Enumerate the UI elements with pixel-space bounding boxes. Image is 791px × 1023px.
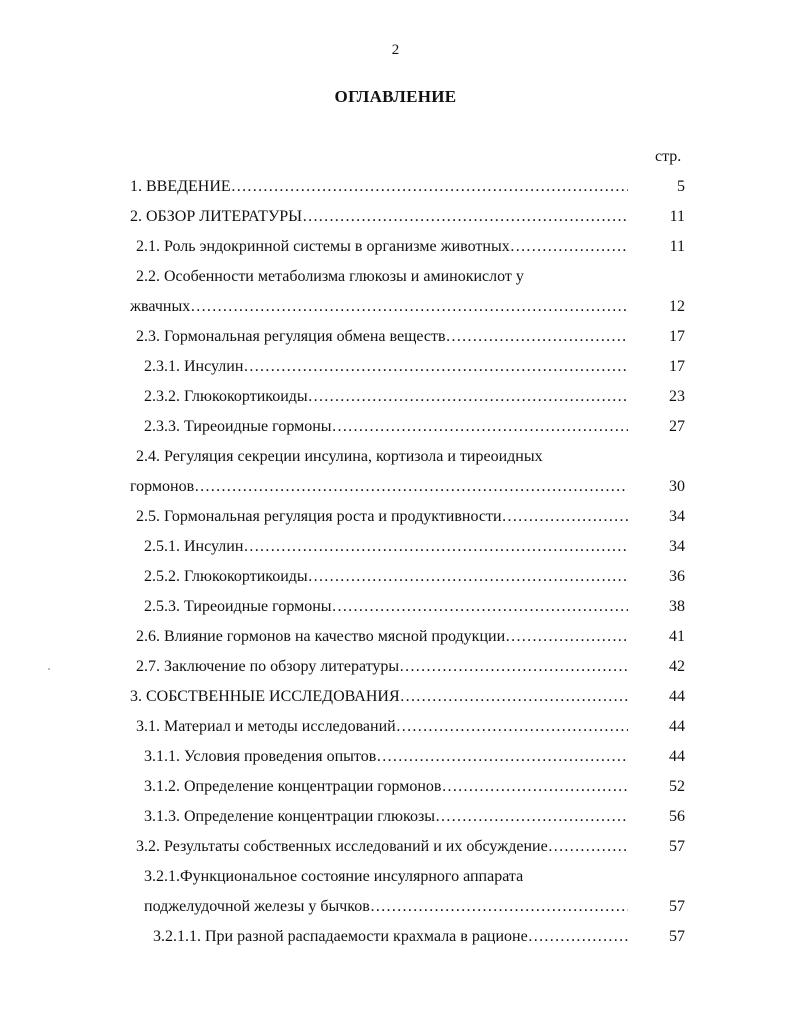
toc-entry-page: 36 <box>669 568 685 585</box>
toc-entry <box>0 532 791 562</box>
dot-leader <box>243 538 628 555</box>
toc-entry-page: 57 <box>669 898 685 915</box>
toc-entry-page: 41 <box>669 628 685 645</box>
dot-leader <box>548 838 628 855</box>
toc-entry-label: 2.5.3. Тиреоидные гормоны <box>144 598 332 615</box>
toc-entry <box>0 652 791 682</box>
dot-leader <box>400 688 628 705</box>
toc-entry-text <box>144 532 628 562</box>
toc-entry-text <box>144 352 628 382</box>
toc-entry-label: 3. СОБСТВЕННЫЕ ИССЛЕДОВАНИЯ <box>130 688 400 705</box>
toc-entry-text <box>144 892 628 922</box>
toc-entry-page: 11 <box>669 208 685 225</box>
dot-leader <box>370 898 628 915</box>
toc-entry-text <box>130 202 628 232</box>
toc-entry-label: 2.1. Роль эндокринной системы в организме животных <box>136 238 510 255</box>
toc-entry-label: 2.2. Особенности метаболизма глюкозы и аминокислот у <box>136 268 524 285</box>
toc-entry-text <box>136 322 628 352</box>
toc-entry-page: 5 <box>677 178 685 195</box>
toc-entry <box>0 772 791 802</box>
toc-entry <box>0 802 791 832</box>
toc-entry-label: 2.4. Регуляция секреции инсулина, кортизола и тиреоидных <box>136 448 543 465</box>
toc-entry-page: 57 <box>669 838 685 855</box>
dot-leader <box>332 418 628 435</box>
toc-entry-text <box>130 472 628 502</box>
toc-entry <box>0 742 791 772</box>
dot-leader <box>302 208 628 225</box>
toc-entry-text <box>130 292 628 322</box>
toc-entry-text <box>136 262 628 292</box>
dot-leader <box>435 808 628 825</box>
page-column-label: стр. <box>655 148 682 165</box>
toc-entry-text <box>144 772 628 802</box>
toc-entry-label: 1. ВВЕДЕНИЕ <box>130 178 231 195</box>
toc-entry-text <box>136 652 628 682</box>
toc-entry-text <box>144 382 628 412</box>
toc-entry-page: 44 <box>669 688 685 705</box>
toc-entry-page: 44 <box>669 748 685 765</box>
toc-entry-label: 2.3. Гормональная регуляция обмена веществ <box>136 328 446 345</box>
toc-entry <box>0 202 791 232</box>
toc-entry-page: 23 <box>669 388 685 405</box>
toc-entry <box>0 352 791 382</box>
dot-leader <box>396 718 628 735</box>
dot-leader <box>502 508 628 525</box>
toc-entry-text <box>136 502 628 532</box>
toc-entry-label: 2.6. Влияние гормонов на качество мясной продукции <box>136 628 506 645</box>
toc-entry-label: 2.3.1. Инсулин <box>144 358 244 375</box>
toc-entry-label: 2.5.1. Инсулин <box>144 538 244 555</box>
toc-entry-label: 3.1.1. Условия проведения опытов <box>144 748 377 765</box>
toc-entry-label: 2.5.2. Глюкокортикоиды <box>144 568 308 585</box>
toc-entry <box>0 682 791 712</box>
toc-entry-text <box>144 802 628 832</box>
toc-entry-label: 2.7. Заключение по обзору литературы <box>136 658 400 675</box>
toc-entry-label: поджелудочной железы у бычков <box>144 898 370 915</box>
toc-entry <box>0 892 791 922</box>
dot-leader <box>332 598 628 615</box>
toc-entry-label: 2. ОБЗОР ЛИТЕРАТУРЫ <box>130 208 303 225</box>
toc-entry-page: 57 <box>669 928 685 945</box>
table-of-contents <box>0 172 791 952</box>
toc-entry-text <box>144 742 628 772</box>
toc-entry-page: 44 <box>669 718 685 735</box>
toc-entry <box>0 322 791 352</box>
dot-leader <box>528 928 628 945</box>
toc-entry-page: 30 <box>669 478 685 495</box>
dot-leader <box>399 658 628 675</box>
toc-entry <box>0 922 791 952</box>
toc-entry-text <box>144 412 628 442</box>
toc-entry <box>0 502 791 532</box>
toc-entry-label: 3.2. Результаты собственных исследований и их обсуждение <box>136 838 548 855</box>
dot-leader <box>505 628 628 645</box>
toc-entry-label: 2.3.3. Тиреоидные гормоны <box>144 418 332 435</box>
toc-entry <box>0 562 791 592</box>
toc-entry-label: 3.1.2. Определение концентрации гормонов <box>144 778 442 795</box>
toc-entry-label: 2.5. Гормональная регуляция роста и продуктивности <box>136 508 502 525</box>
toc-entry-label: 3.1. Материал и методы исследований <box>136 718 396 735</box>
scan-speck <box>48 668 50 670</box>
toc-entry <box>0 712 791 742</box>
toc-entry <box>0 232 791 262</box>
toc-entry <box>0 292 791 322</box>
toc-entry-page: 17 <box>669 328 685 345</box>
toc-entry <box>0 382 791 412</box>
toc-entry <box>0 832 791 862</box>
dot-leader <box>308 388 628 405</box>
dot-leader <box>194 478 628 495</box>
toc-entry-page: 34 <box>669 538 685 555</box>
toc-entry-page: 27 <box>669 418 685 435</box>
toc-entry-page: 17 <box>669 358 685 375</box>
toc-entry <box>0 172 791 202</box>
toc-entry-page: 38 <box>669 598 685 615</box>
dot-leader <box>243 358 628 375</box>
toc-entry-text <box>144 562 628 592</box>
toc-entry-page: 12 <box>669 298 685 315</box>
toc-entry-page: 52 <box>669 778 685 795</box>
toc-entry-label: 3.2.1.Функциональное состояние инсулярного аппарата <box>144 868 524 885</box>
toc-entry <box>0 262 791 292</box>
toc-entry <box>0 622 791 652</box>
dot-leader <box>510 238 628 255</box>
toc-entry <box>0 412 791 442</box>
page-number: 2 <box>391 42 400 58</box>
toc-entry-text <box>153 922 628 952</box>
toc-entry <box>0 862 791 892</box>
toc-entry-page: 34 <box>669 508 685 525</box>
toc-entry-label: гормонов <box>130 478 195 495</box>
toc-entry <box>0 442 791 472</box>
toc-entry-text <box>136 232 628 262</box>
toc-entry <box>0 472 791 502</box>
toc-entry-page: 56 <box>669 808 685 825</box>
toc-entry-page: 42 <box>669 658 685 675</box>
toc-entry-page: 11 <box>669 238 685 255</box>
toc-entry-text <box>130 172 628 202</box>
toc-entry-text <box>136 712 628 742</box>
toc-entry-text <box>136 832 628 862</box>
toc-entry <box>0 592 791 622</box>
dot-leader <box>190 298 628 315</box>
toc-entry-text <box>136 622 628 652</box>
toc-entry-text <box>130 682 628 712</box>
toc-entry-text <box>136 442 628 472</box>
toc-entry-label: 3.2.1.1. При разной распадаемости крахмала в рационе <box>153 928 528 945</box>
dot-leader <box>231 178 628 195</box>
dot-leader <box>308 568 628 585</box>
dot-leader <box>441 778 628 795</box>
toc-entry-text <box>144 862 628 892</box>
dot-leader <box>376 748 628 765</box>
dot-leader <box>446 328 628 345</box>
toc-entry-label: жвачных <box>130 298 191 315</box>
toc-entry-label: 2.3.2. Глюкокортикоиды <box>144 388 308 405</box>
page-title: ОГЛАВЛЕНИЕ <box>334 87 457 106</box>
toc-entry-label: 3.1.3. Определение концентрации глюкозы <box>144 808 436 825</box>
toc-entry-text <box>144 592 628 622</box>
